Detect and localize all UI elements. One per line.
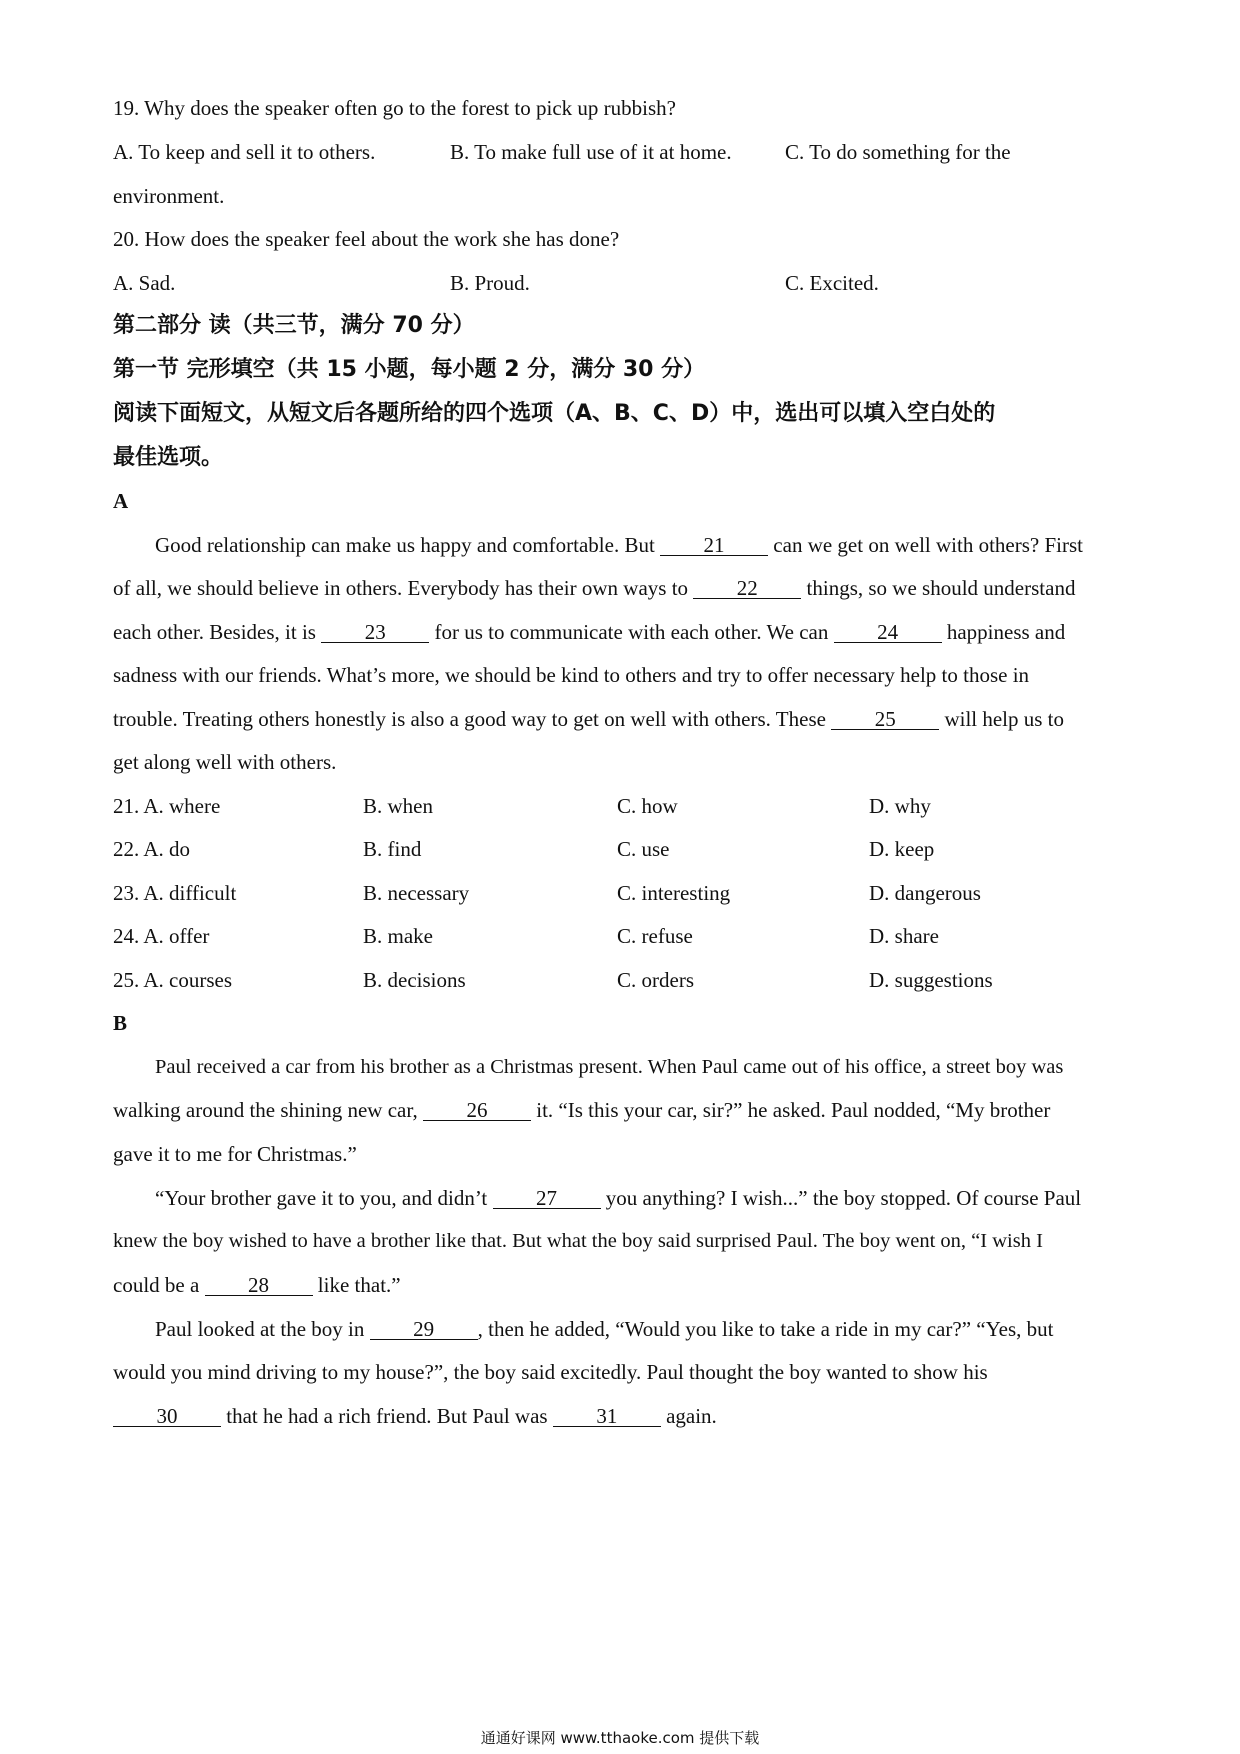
text: you anything? I wish...” the boy stopped. Of course Paul (605, 1186, 1082, 1210)
q24-option-c: C. refuse (617, 924, 693, 948)
q22-option-a: 22. A. do (113, 837, 191, 861)
q21-option-d: D. why (869, 794, 931, 818)
page-footer: 通通好课网 www.tthaoke.com 提供下载 (480, 1729, 760, 1747)
q19-option-a: A. To keep and sell it to others. (113, 140, 376, 164)
text: it. “Is this your car, sir?” he asked. Paul nodded, “My brother (536, 1098, 1051, 1122)
text: will help us to (944, 707, 1065, 731)
blank-30: 30 (113, 1406, 221, 1427)
blank-31: 31 (553, 1406, 661, 1427)
blank-29: 29 (370, 1319, 478, 1340)
blank-27: 27 (493, 1188, 601, 1209)
text: for us to communicate with each other. We can (434, 620, 829, 644)
text: that he had a rich friend. But Paul was (226, 1404, 548, 1428)
blank-25: 25 (831, 709, 939, 730)
passage-b-line-6 (113, 1273, 401, 1297)
q23-option-a: 23. A. difficult (113, 881, 237, 905)
q19-option-b: B. To make full use of it at home. (450, 140, 732, 164)
text: could be a (113, 1273, 200, 1297)
text: can we get on well with others? First (773, 533, 1083, 557)
passage-a-line-4: sadness with our friends. What’s more, we should be kind to others and try to offer necessary help to those in (113, 663, 1030, 687)
question-20: 20. How does the speaker feel about the work she has done? (113, 227, 620, 251)
q20-option-a: A. Sad. (113, 271, 176, 295)
q19-option-c-continued: environment. (113, 184, 225, 208)
text: trouble. Treating others honestly is also a good way to get on well with others. These (113, 707, 826, 731)
q21-option-a: 21. A. where (113, 794, 221, 818)
question-19: 19. Why does the speaker often go to the forest to pick up rubbish? (113, 96, 676, 120)
passage-a-line-1 (155, 533, 1083, 557)
blank-22: 22 (693, 578, 801, 599)
text: like that.” (317, 1273, 401, 1297)
q25-option-c: C. orders (617, 968, 694, 992)
q22-option-b: B. find (363, 837, 422, 861)
section-one-heading: 第一节 完形填空（共 15 小题，每小题 2 分，满分 30 分） (113, 357, 706, 382)
passage-b-line-8: would you mind driving to my house?”, the boy said excitedly. Paul thought the boy wanted to show his (113, 1360, 988, 1384)
passage-b-line-9 (113, 1404, 717, 1428)
q23-option-d: D. dangerous (869, 881, 981, 905)
text: again. (666, 1404, 717, 1428)
text: , then he added, “Would you like to take a ride in my car?” “Yes, but (477, 1317, 1054, 1341)
text: things, so we should understand (806, 576, 1076, 600)
blank-21: 21 (660, 535, 768, 556)
text: Good relationship can make us happy and comfortable. But (155, 533, 655, 557)
q24-option-b: B. make (363, 924, 433, 948)
q22-option-c: C. use (617, 837, 670, 861)
q21-option-b: B. when (363, 794, 433, 818)
passage-b-line-7 (155, 1317, 1053, 1341)
q24-option-d: D. share (869, 924, 939, 948)
q24-option-a: 24. A. offer (113, 924, 210, 948)
passage-b-line-2 (113, 1098, 1050, 1122)
passage-b-line-5: knew the boy wished to have a brother like that. But what the boy said surprised Paul. The boy went on, “I wish I (113, 1230, 1043, 1252)
q21-option-c: C. how (617, 794, 678, 818)
q20-option-c: C. Excited. (785, 271, 879, 295)
instruction-line-2: 最佳选项。 (113, 445, 224, 470)
q23-option-b: B. necessary (363, 881, 470, 905)
passage-a-line-5 (113, 707, 1064, 731)
passage-b-line-4 (155, 1186, 1081, 1210)
passage-b-label: B (113, 1011, 128, 1035)
text: Paul looked at the boy in (155, 1317, 365, 1341)
instruction-line-1: 阅读下面短文，从短文后各题所给的四个选项（A、B、C、D）中，选出可以填入空白处的 (113, 401, 996, 426)
text: happiness and (946, 620, 1066, 644)
part-two-heading: 第二部分 读（共三节，满分 70 分） (113, 313, 475, 338)
blank-23: 23 (321, 622, 429, 643)
passage-a-line-6: get along well with others. (113, 750, 337, 774)
blank-26: 26 (423, 1100, 531, 1121)
q22-option-d: D. keep (869, 837, 935, 861)
q25-option-b: B. decisions (363, 968, 466, 992)
passage-a-label: A (113, 489, 129, 513)
q20-option-b: B. Proud. (450, 271, 530, 295)
blank-28: 28 (205, 1275, 313, 1296)
blank-24: 24 (834, 622, 942, 643)
q19-option-c: C. To do something for the (785, 140, 1011, 164)
passage-a-line-2 (113, 576, 1075, 600)
passage-a-line-3 (113, 620, 1065, 644)
passage-b-line-3: gave it to me for Christmas.” (113, 1142, 357, 1166)
passage-b-line-1: Paul received a car from his brother as a Christmas present. When Paul came out of his office, a street boy was (155, 1056, 1064, 1078)
text: of all, we should believe in others. Everybody has their own ways to (113, 576, 689, 600)
text: “Your brother gave it to you, and didn’t (155, 1186, 488, 1210)
text: walking around the shining new car, (113, 1098, 418, 1122)
q25-option-d: D. suggestions (869, 968, 993, 992)
q23-option-c: C. interesting (617, 881, 731, 905)
text: each other. Besides, it is (113, 620, 316, 644)
q25-option-a: 25. A. courses (113, 968, 232, 992)
